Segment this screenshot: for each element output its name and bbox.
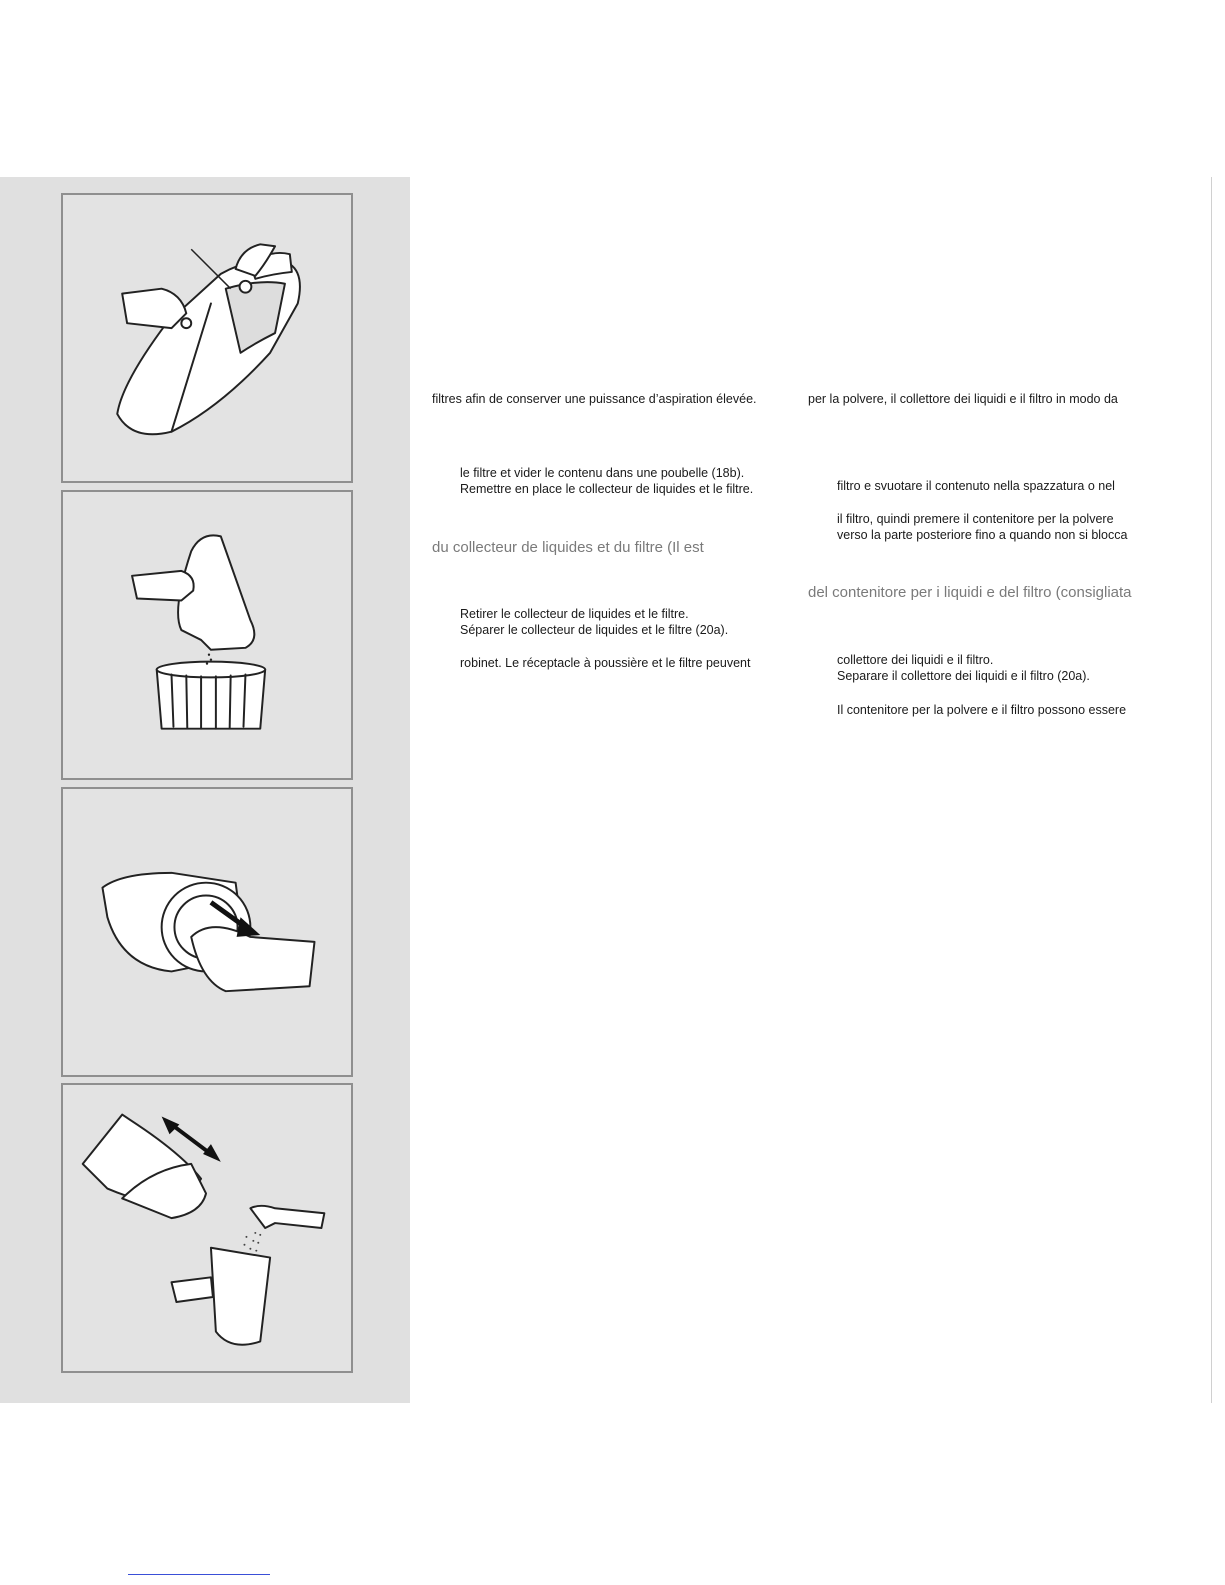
fr-text-line: Retirer le collecteur de liquides et le filtre. [460,607,689,621]
it-text-line: filtro e svuotare il contenuto nella spazzatura o nel [837,479,1115,493]
it-section-heading: del contenitore per i liquidi e del filtro (consigliata [808,584,1132,601]
illustration-empty-bin [61,490,353,780]
it-text-line: Il contenitore per la polvere e il filtro possono essere [837,703,1127,717]
illustration-rinse-filter [61,1083,353,1373]
it-text-line: per la polvere, il collettore dei liquidi e il filtro in modo da [808,392,1118,406]
it-text-line: Separare il collettore dei liquidi e il filtro (20a). [837,669,1090,683]
it-text-line: il filtro, quindi premere il contenitore per la polvere [837,512,1114,526]
fr-section-heading: du collecteur de liquides et du filtre (Il est [432,539,704,556]
fr-text-line: filtres afin de conserver une puissance d’aspiration élevée. [432,392,757,406]
link-underline[interactable] [128,1574,270,1575]
it-text-line: collettore dei liquidi e il filtro. [837,653,994,667]
fr-text-line: le filtre et vider le contenu dans une poubelle (18b). [460,466,745,480]
empty-into-bin-drawing [63,492,351,778]
fr-text-line: robinet. Le réceptacle à poussière et le filtre peuvent [460,656,751,670]
rinse-filter-drawing [63,1085,351,1371]
handheld-vacuum-release-drawing [63,195,351,481]
fr-text-line: Séparer le collecteur de liquides et le filtre (20a). [460,623,729,637]
illustration-remove-filter [61,787,353,1077]
illustration-release-bowl [61,193,353,483]
fr-text-line: Remettre en place le collecteur de liquides et le filtre. [460,482,754,496]
column-divider [1211,177,1212,1403]
remove-filter-drawing [63,789,351,1075]
it-text-line: verso la parte posteriore fino a quando non si blocca [837,528,1128,542]
